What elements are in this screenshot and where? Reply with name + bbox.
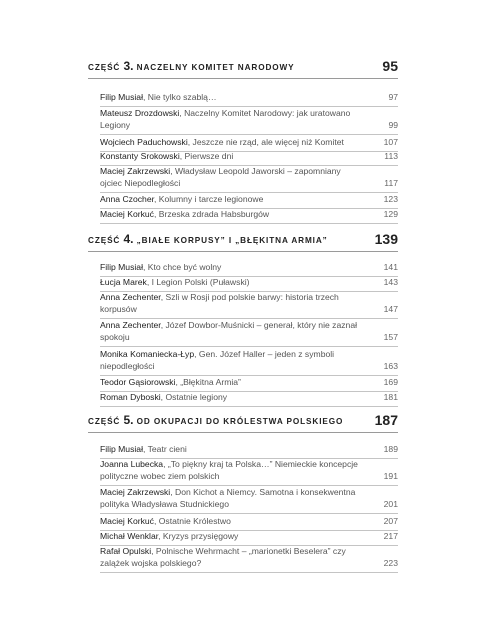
entry-author: Filip Musiał	[100, 262, 143, 272]
entry-author: Michał Wenklar	[100, 531, 159, 541]
entry-title: Ostatnie Królestwo	[158, 516, 231, 526]
entry-title: Kto chce być wolny	[147, 262, 222, 272]
entry-title: I Legion Polski (Puławski)	[151, 277, 250, 287]
entry-page-number: 129	[383, 209, 398, 219]
entry-page-number: 181	[383, 392, 398, 402]
entry-page-number: 147	[383, 303, 398, 314]
toc-entry: Maciej Korkuć, Ostatnie Królestwo 207	[100, 516, 398, 531]
part-3-heading	[88, 58, 398, 79]
entry-author: Rafał Opulski	[100, 546, 152, 556]
toc-entry: Wojciech Paduchowski, Jeszcze nie rząd, ale więcej niż Komitet 107	[100, 137, 398, 152]
toc-entry: Anna Czocher, Kolumny i tarcze legionowe 123	[100, 194, 398, 209]
entry-author: Teodor Gąsiorowski	[100, 377, 176, 387]
entry-title: Gen. Józef Haller – jeden z symboli niepodległości	[100, 349, 335, 371]
entry-page-number: 217	[383, 531, 398, 541]
entry-author: Anna Czocher	[100, 194, 154, 204]
entry-author: Roman Dyboski	[100, 392, 161, 402]
toc-entry: Filip Musiał, Kto chce być wolny 141	[100, 262, 398, 277]
entry-title: Kolumny i tarcze legionowe	[158, 194, 264, 204]
entry-page-number: 207	[383, 516, 398, 526]
toc-entry: Teodor Gąsiorowski, „Błękitna Armia” 169	[100, 377, 398, 392]
entry-title: Polnische Wehrmacht – „marionetki Beselera” czy zalążek wojska polskiego?	[100, 546, 346, 568]
entry-author: Filip Musiał	[100, 444, 143, 454]
entry-author: Łucja Marek	[100, 277, 147, 287]
entry-title: Teatr cieni	[147, 444, 187, 454]
toc-entry: Filip Musiał, Nie tylko szablą… 97	[100, 92, 398, 107]
entry-page-number: 123	[383, 194, 398, 204]
entry-author: Anna Zechenter	[100, 320, 161, 330]
entry-title: „Błękitna Armia”	[180, 377, 241, 387]
part-page-number: 139	[374, 231, 398, 247]
entry-page-number: 169	[383, 377, 398, 387]
part-title: CZĘŚĆ 4. „BIAŁE KORPUSY” I „BŁĘKITNA ARMIA”	[88, 232, 328, 246]
entry-author: Anna Zechenter	[100, 292, 161, 302]
entry-page-number: 223	[383, 557, 398, 568]
part-title: CZĘŚĆ 5. OD OKUPACJI DO KRÓLESTWA POLSKIEGO	[88, 413, 344, 427]
toc-entry: Joanna Lubecka, „To piękny kraj ta Polska…” Niemieckie koncepcje polityczne wobec ziem polskich 191	[100, 459, 398, 486]
toc-entry: Monika Komaniecka-Łyp, Gen. Józef Haller – jeden z symboli niepodległości 163	[100, 349, 398, 376]
toc-entry: Mateusz Drozdowski, Naczelny Komitet Narodowy: jak uratowano Legiony 99	[100, 108, 398, 135]
entry-author: Mateusz Drozdowski	[100, 108, 180, 118]
entry-title: Ostatnie legiony	[165, 392, 228, 402]
entry-page-number: 99	[388, 119, 398, 130]
entry-page-number: 141	[383, 262, 398, 272]
entry-title: Jeszcze nie rząd, ale więcej niż Komitet	[192, 137, 344, 147]
toc-entry: Roman Dyboski, Ostatnie legiony 181	[100, 392, 398, 407]
entry-title: Józef Dowbor-Muśnicki – generał, który nie zaznał spokoju	[100, 320, 358, 342]
toc-entry: Łucja Marek, I Legion Polski (Puławski) 143	[100, 277, 398, 292]
part-page-number: 187	[374, 412, 398, 428]
entry-title: Kryzys przysięgowy	[162, 531, 239, 541]
entry-author: Wojciech Paduchowski	[100, 137, 188, 147]
toc-entry: Konstanty Srokowski, Pierwsze dni 113	[100, 151, 398, 166]
toc-entry: Rafał Opulski, Polnische Wehrmacht – „marionetki Beselera” czy zalążek wojska polskiego? 223	[100, 546, 398, 573]
entry-page-number: 163	[383, 360, 398, 371]
entry-page-number: 191	[383, 470, 398, 481]
toc-entry: Maciej Korkuć, Brzeska zdrada Habsburgów 129	[100, 209, 398, 224]
entry-title: „To piękny kraj ta Polska…” Niemieckie koncepcje polityczne wobec ziem polskich	[100, 459, 358, 481]
toc-entry: Anna Zechenter, Józef Dowbor-Muśnicki – generał, który nie zaznał spokoju 157	[100, 320, 398, 347]
toc-entry: Michał Wenklar, Kryzys przysięgowy 217	[100, 531, 398, 546]
entry-page-number: 189	[383, 444, 398, 454]
entry-page-number: 97	[388, 92, 398, 102]
part-page-number: 95	[382, 58, 398, 74]
entry-page-number: 117	[384, 177, 398, 188]
entry-title: Szli w Rosji pod polskie barwy: historia trzech korpusów	[100, 292, 339, 314]
part-title: CZĘŚĆ 3. NACZELNY KOMITET NARODOWY	[88, 59, 295, 73]
toc-entry: Maciej Zakrzewski, Władysław Leopold Jaworski – zapomniany ojciec Niepodległości 117	[100, 166, 398, 193]
entry-page-number: 143	[383, 277, 398, 287]
entry-page-number: 157	[383, 331, 398, 342]
entry-title: Don Kichot a Niemcy. Samotna i konsekwentna polityka Władysława Studnickiego	[100, 487, 356, 509]
entry-author: Maciej Zakrzewski	[100, 487, 171, 497]
part-5-heading	[88, 412, 398, 433]
entry-title: Brzeska zdrada Habsburgów	[158, 209, 270, 219]
toc-entry: Maciej Zakrzewski, Don Kichot a Niemcy. Samotna i konsekwentna polityka Władysława Studnickiego 201	[100, 487, 398, 514]
toc-entry: Filip Musiał, Teatr cieni 189	[100, 444, 398, 459]
entry-title: Nie tylko szablą…	[147, 92, 217, 102]
entry-author: Konstanty Srokowski	[100, 151, 180, 161]
entry-title: Władysław Leopold Jaworski – zapomniany ojciec Niepodległości	[100, 166, 341, 188]
entry-title: Naczelny Komitet Narodowy: jak uratowano Legiony	[100, 108, 351, 130]
entry-author: Joanna Lubecka	[100, 459, 164, 469]
entry-page-number: 113	[384, 151, 398, 161]
entry-page-number: 107	[383, 137, 398, 147]
entry-author: Maciej Zakrzewski	[100, 166, 171, 176]
part-4-heading	[88, 231, 398, 252]
entry-title: Pierwsze dni	[184, 151, 234, 161]
entry-author: Monika Komaniecka-Łyp	[100, 349, 195, 359]
toc-entry: Anna Zechenter, Szli w Rosji pod polskie barwy: historia trzech korpusów 147	[100, 292, 398, 319]
entry-author: Filip Musiał	[100, 92, 143, 102]
entry-author: Maciej Korkuć	[100, 209, 154, 219]
entry-author: Maciej Korkuć	[100, 516, 154, 526]
entry-page-number: 201	[383, 498, 398, 509]
